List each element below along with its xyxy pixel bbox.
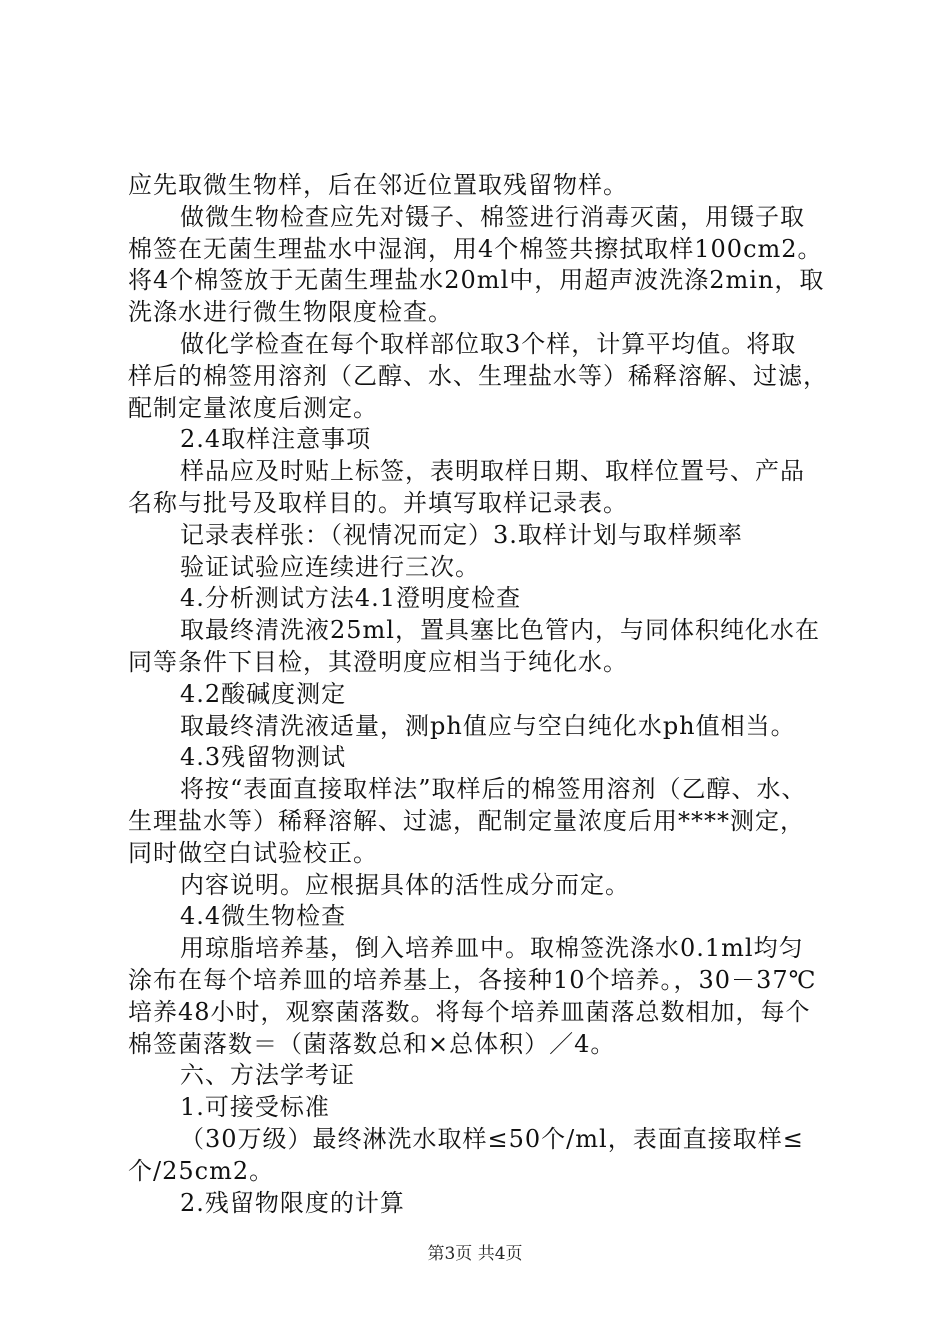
text-line: 验证试验应连续进行三次。 — [180, 552, 480, 581]
text-line: 做微生物检查应先对镊子、棉签进行消毒灭菌，用镊子取 — [180, 202, 805, 231]
text-line: 涂布在每个培养皿的培养基上，各接种10个培养。，30－37℃ — [128, 965, 817, 994]
text-line: 内容说明。应根据具体的活性成分而定。 — [180, 870, 630, 899]
text-line: 洗涤水进行微生物限度检查。 — [128, 298, 453, 327]
text-line: 4.2酸碱度测定 — [180, 679, 347, 708]
text-line: 将按“表面直接取样法”取样后的棉签用溶剂（乙醇、水、 — [180, 775, 807, 804]
text-line: 记录表样张：（视情况而定）3.取样计划与取样频率 — [180, 520, 743, 549]
text-line: 取最终清洗液25ml，置具塞比色管内，与同体积纯化水在 — [180, 616, 820, 645]
text-line: 应先取微生物样，后在邻近位置取残留物样。 — [128, 171, 628, 199]
text-line: 培养48小时，观察菌落数。将每个培养皿菌落总数相加，每个 — [128, 997, 811, 1026]
text-line: 2.4取样注意事项 — [180, 425, 372, 454]
text-line: 同时做空白试验校正。 — [128, 838, 378, 867]
text-line: 用琼脂培养基，倒入培养皿中。取棉签洗涤水0.1ml均匀 — [180, 934, 804, 963]
text-line: 将4个棉签放于无菌生理盐水20ml中，用超声波洗涤2min，取 — [128, 266, 825, 295]
text-line: 生理盐水等）稀释溶解、过滤，配制定量浓度后用****测定， — [128, 806, 805, 835]
text-line: 同等条件下目检，其澄明度应相当于纯化水。 — [128, 647, 628, 676]
text-line: 六、方法学考证 — [180, 1061, 355, 1090]
text-line: 棉签菌落数＝（菌落数总和×总体积）／4。 — [128, 1029, 616, 1058]
text-line: 配制定量浓度后测定。 — [128, 393, 378, 422]
text-line: 样品应及时贴上标签，表明取样日期、取样位置号、产品 — [180, 457, 805, 486]
text-line: 1.可接受标准 — [180, 1093, 330, 1122]
text-line: 4.3残留物测试 — [180, 743, 347, 772]
text-line: 棉签在无菌生理盐水中湿润，用4个棉签共擦拭取样100cm2。 — [128, 234, 823, 263]
text-line: 4.分析测试方法4.1澄明度检查 — [180, 584, 522, 613]
page-number: 第3页 共4页 — [427, 1244, 523, 1264]
text-line: 做化学检查在每个取样部位取3个样，计算平均值。将取 — [180, 329, 797, 358]
text-line: 2.残留物限度的计算 — [180, 1188, 405, 1217]
text-line: 样后的棉签用溶剂（乙醇、水、生理盐水等）稀释溶解、过滤， — [128, 361, 828, 390]
text-line: 取最终清洗液适量，测ph值应与空白纯化水ph值相当。 — [180, 711, 796, 740]
text-line: 名称与批号及取样目的。并填写取样记录表。 — [128, 488, 628, 517]
text-line: 个/25cm2。 — [128, 1156, 275, 1185]
text-line: （30万级）最终淋洗水取样≤50个/ml，表面直接取样≤ — [180, 1124, 804, 1153]
document-body — [128, 170, 833, 1219]
text-line: 4.4微生物检查 — [180, 902, 347, 931]
page-footer — [0, 1243, 950, 1265]
